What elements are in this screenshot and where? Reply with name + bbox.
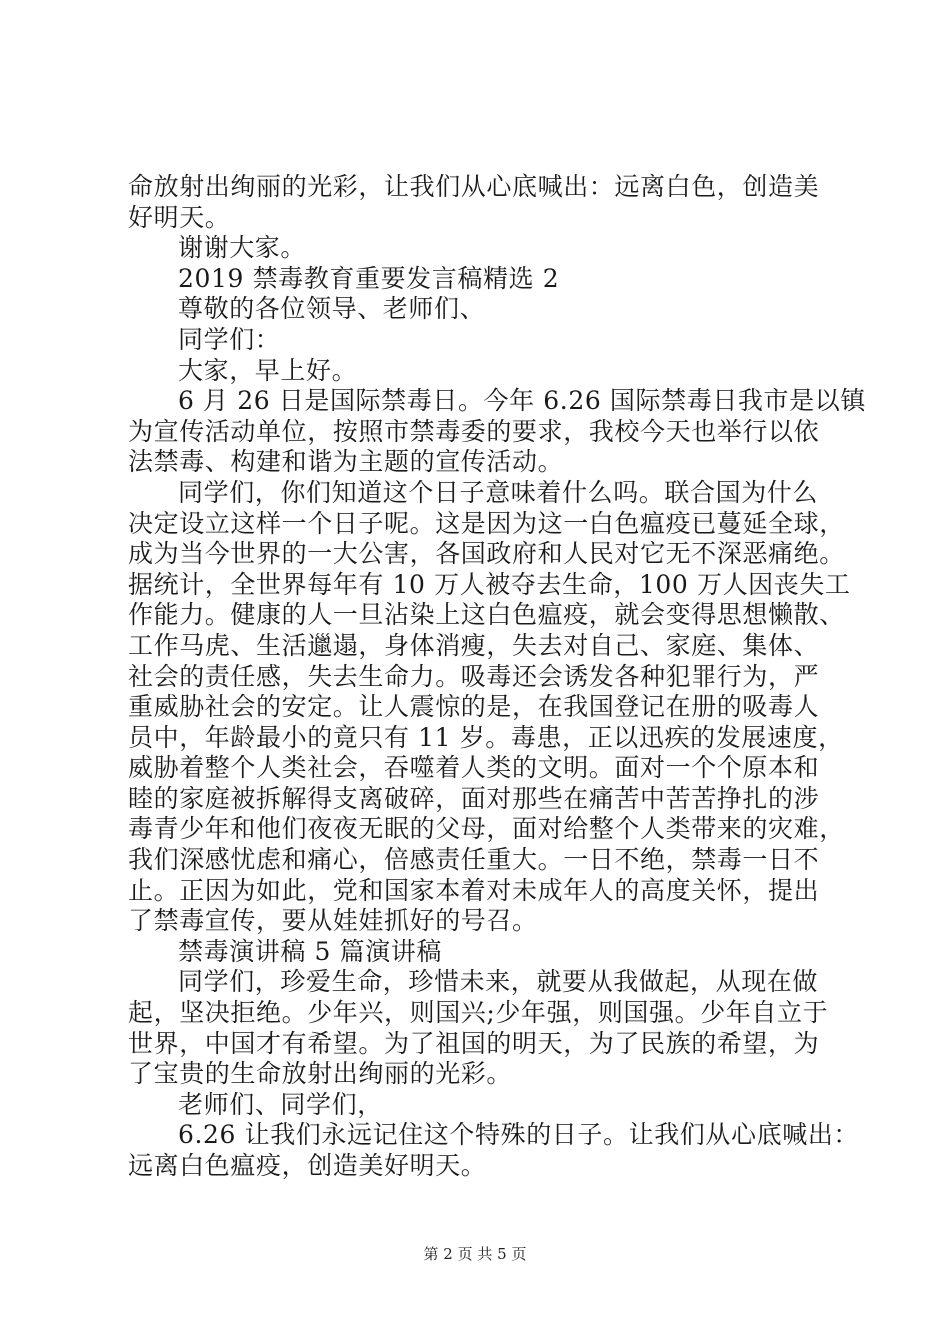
text-line: 作能力。健康的人一旦沾染上这白色瘟疫，就会变得思想懒散、: [128, 600, 845, 630]
text-line: 员中，年龄最小的竟只有 11 岁。毒患，正以迅疾的发展速度，: [128, 722, 844, 752]
text-line: 为宣传活动单位，按照市禁毒委的要求，我校今天也举行以依: [128, 416, 820, 446]
text-line: 命放射出绚丽的光彩，让我们从心底喊出：远离白色，创造美: [128, 172, 820, 201]
text-line: 老师们、同学们，: [178, 1089, 383, 1119]
text-line: 社会的责任感，失去生命力。吸毒还会诱发各种犯罪行为，严: [128, 661, 820, 691]
text-line: 好明天。: [128, 202, 231, 232]
text-line: 远离白色瘟疫，创造美好明天。: [128, 1151, 487, 1180]
text-line: 法禁毒、构建和谐为主题的宣传活动。: [128, 447, 564, 477]
text-line: 起，坚决拒绝。少年兴，则国兴;少年强，则国强。少年自立于: [128, 998, 829, 1028]
text-line: 禁毒演讲稿 5 篇演讲稿: [178, 936, 443, 966]
text-line: 6.26 让我们永远记住这个特殊的日子。让我们从心底喊出：: [178, 1120, 860, 1150]
text-line: 睦的家庭被拆解得支离破碎，面对那些在痛苦中苦苦挣扎的涉: [128, 783, 820, 813]
text-line: 2019 禁毒教育重要发言稿精选 2: [178, 263, 560, 293]
text-line: 同学们，珍爱生命，珍惜未来，就要从我做起，从现在做: [178, 967, 819, 997]
text-line: 6 月 26 日是国际禁毒日。今年 6.26 国际禁毒日我市是以镇: [178, 386, 866, 416]
text-line: 谢谢大家。: [178, 233, 307, 263]
text-line: 尊敬的各位领导、老师们、: [178, 294, 486, 324]
text-line: 决定设立这样一个日子呢。这是因为这一白色瘟疫已蔓延全球，: [128, 508, 845, 538]
text-line: 止。正因为如此，党和国家本着对未成年人的高度关怀，提出: [128, 875, 820, 905]
text-line: 成为当今世界的一大公害，各国政府和人民对它无不深恶痛绝。: [128, 539, 845, 569]
text-line: 威胁着整个人类社会，吞噬着人类的文明。面对一个个原本和: [128, 753, 820, 783]
text-line: 同学们，你们知道这个日子意味着什么吗。联合国为什么: [178, 477, 819, 507]
text-line: 我们深感忧虑和痛心，倍感责任重大。一日不绝，禁毒一日不: [128, 845, 820, 875]
text-line: 工作马虎、生活邋遢，身体消瘦，失去对自己、家庭、集体、: [128, 630, 820, 660]
text-line: 世界，中国才有希望。为了祖国的明天，为了民族的希望，为: [128, 1028, 820, 1058]
document-body: [128, 172, 866, 1182]
text-line: 大家，早上好。: [178, 355, 358, 385]
text-line: 了禁毒宣传，要从娃娃抓好的号召。: [128, 906, 538, 936]
text-line: 同学们：: [178, 324, 281, 354]
page-footer: 第 2 页 共 5 页: [423, 1245, 527, 1263]
text-line: 重威胁社会的安定。让人震惊的是，在我国登记在册的吸毒人: [128, 692, 820, 722]
text-line: 毒青少年和他们夜夜无眠的父母，面对给整个人类带来的灾难，: [128, 814, 845, 844]
text-line: 据统计，全世界每年有 10 万人被夺去生命，100 万人因丧失工: [128, 569, 851, 599]
text-line: 了宝贵的生命放射出绚丽的光彩。: [128, 1059, 513, 1089]
